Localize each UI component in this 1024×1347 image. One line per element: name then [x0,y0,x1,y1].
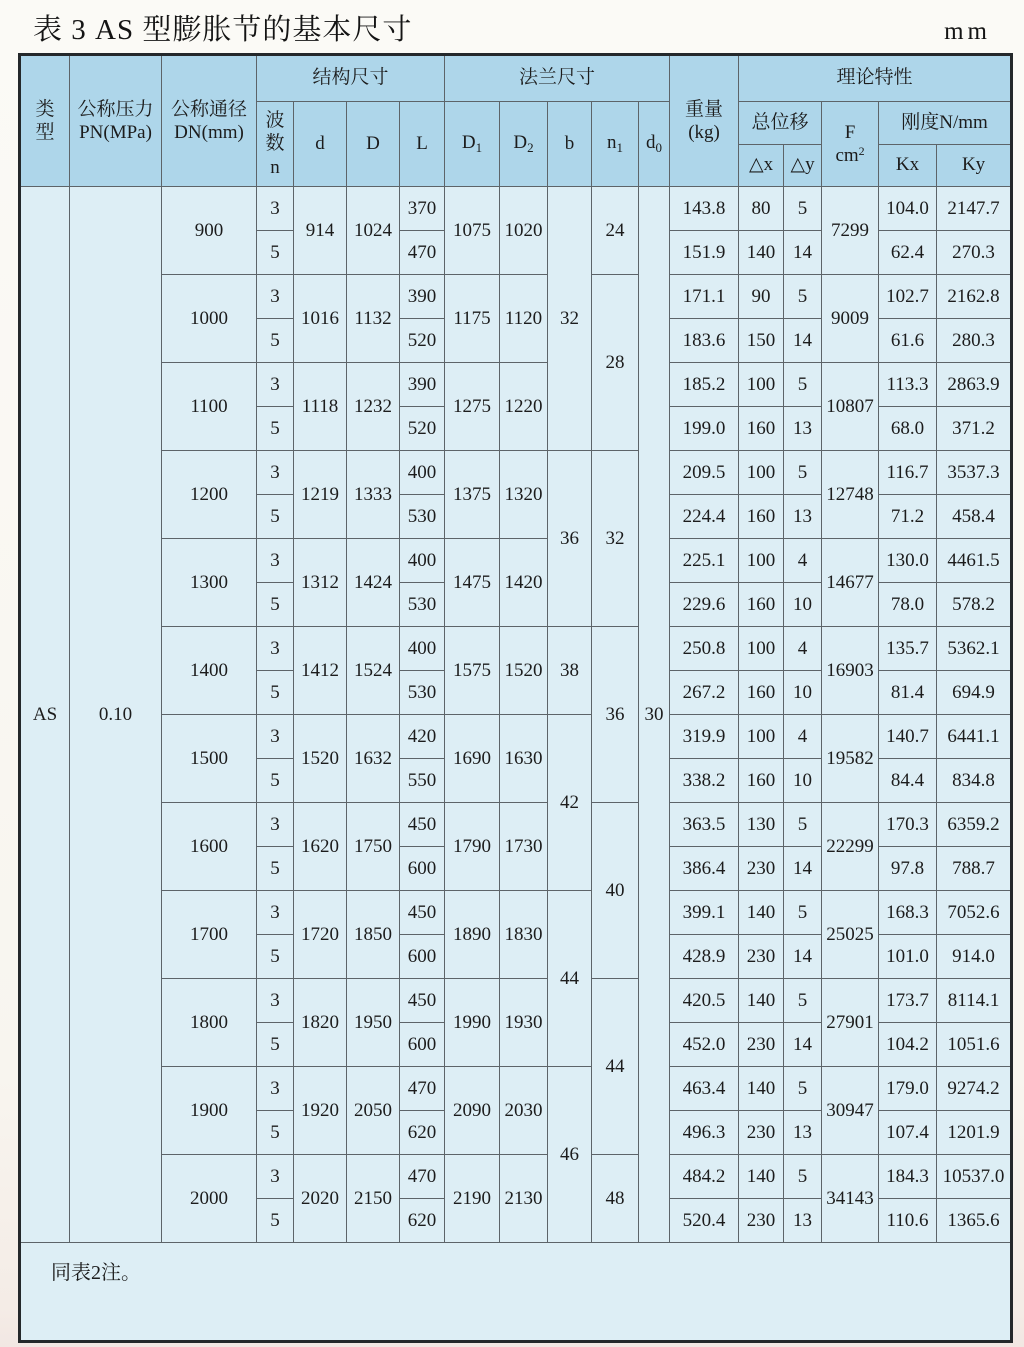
delta-y-cell: 14 [784,319,822,363]
L-cell: 450 [400,891,445,935]
L-cell: 520 [400,407,445,451]
D-cell: 1750 [347,803,400,891]
d-cell: 914 [294,187,347,275]
L-cell: 530 [400,583,445,627]
kx-cell: 168.3 [879,891,937,935]
kx-cell: 107.4 [879,1111,937,1155]
wave-count-cell: 5 [257,231,294,275]
D-cell: 1424 [347,539,400,627]
d-cell: 1312 [294,539,347,627]
ky-cell: 8114.1 [937,979,1012,1023]
ky-cell: 5362.1 [937,627,1012,671]
weight-cell: 209.5 [670,451,739,495]
wave-count-cell: 5 [257,1023,294,1067]
D2-cell: 1830 [500,891,548,979]
F-cell: 7299 [822,187,879,275]
ky-cell: 578.2 [937,583,1012,627]
L-cell: 600 [400,1023,445,1067]
delta-y-cell: 14 [784,847,822,891]
kx-cell: 170.3 [879,803,937,847]
wave-count-cell: 3 [257,275,294,319]
delta-y-cell: 10 [784,583,822,627]
delta-y-cell: 13 [784,495,822,539]
D-cell: 1232 [347,363,400,451]
weight-cell: 171.1 [670,275,739,319]
d-cell: 2020 [294,1155,347,1243]
kx-cell: 140.7 [879,715,937,759]
weight-cell: 183.6 [670,319,739,363]
weight-cell: 225.1 [670,539,739,583]
weight-cell: 267.2 [670,671,739,715]
L-cell: 600 [400,935,445,979]
D-cell: 1132 [347,275,400,363]
col-header-b: b [548,102,592,187]
wave-count-cell: 5 [257,935,294,979]
delta-y-cell: 10 [784,671,822,715]
col-header-Ky: Ky [937,145,1012,187]
kx-cell: 104.2 [879,1023,937,1067]
kx-cell: 84.4 [879,759,937,803]
weight-cell: 463.4 [670,1067,739,1111]
kx-cell: 110.6 [879,1199,937,1243]
L-cell: 470 [400,1067,445,1111]
wave-count-cell: 5 [257,1199,294,1243]
L-cell: 550 [400,759,445,803]
dn-cell: 900 [162,187,257,275]
delta-y-cell: 5 [784,451,822,495]
col-header-delta-y: △y [784,145,822,187]
ky-cell: 834.8 [937,759,1012,803]
L-cell: 400 [400,539,445,583]
F-cell: 10807 [822,363,879,451]
dn-cell: 1200 [162,451,257,539]
wave-count-cell: 5 [257,495,294,539]
delta-x-cell: 100 [739,363,784,407]
delta-x-cell: 140 [739,1155,784,1199]
b-cell: 32 [548,187,592,451]
col-header-pressure: 公称压力 PN(MPa) [70,55,162,187]
d-cell: 1720 [294,891,347,979]
wave-count-cell: 3 [257,363,294,407]
d-cell: 1920 [294,1067,347,1155]
kx-cell: 81.4 [879,671,937,715]
wave-count-cell: 3 [257,187,294,231]
group-header-displacement: 总位移 [739,102,822,145]
col-header-D: D [347,102,400,187]
delta-x-cell: 230 [739,1023,784,1067]
L-cell: 390 [400,275,445,319]
kx-cell: 184.3 [879,1155,937,1199]
F-cell: 27901 [822,979,879,1067]
delta-x-cell: 140 [739,231,784,275]
D-cell: 2050 [347,1067,400,1155]
ky-cell: 914.0 [937,935,1012,979]
wave-count-cell: 5 [257,583,294,627]
weight-cell: 484.2 [670,1155,739,1199]
wave-count-cell: 3 [257,979,294,1023]
col-header-L: L [400,102,445,187]
F-cell: 14677 [822,539,879,627]
ky-cell: 10537.0 [937,1155,1012,1199]
d-cell: 1219 [294,451,347,539]
D-cell: 1024 [347,187,400,275]
F-cell: 22299 [822,803,879,891]
dn-cell: 2000 [162,1155,257,1243]
delta-x-cell: 160 [739,495,784,539]
D1-cell: 1375 [445,451,500,539]
ky-cell: 270.3 [937,231,1012,275]
weight-cell: 143.8 [670,187,739,231]
weight-cell: 520.4 [670,1199,739,1243]
kx-cell: 78.0 [879,583,937,627]
kx-cell: 135.7 [879,627,937,671]
wave-count-cell: 5 [257,407,294,451]
wave-count-cell: 5 [257,847,294,891]
delta-x-cell: 230 [739,1199,784,1243]
delta-y-cell: 5 [784,1155,822,1199]
col-header-Kx: Kx [879,145,937,187]
b-cell: 44 [548,891,592,1067]
delta-x-cell: 160 [739,583,784,627]
wave-count-cell: 3 [257,627,294,671]
delta-x-cell: 230 [739,935,784,979]
L-cell: 400 [400,451,445,495]
wave-count-cell: 3 [257,539,294,583]
L-cell: 400 [400,627,445,671]
delta-x-cell: 140 [739,979,784,1023]
dimensions-table [18,53,1013,1343]
F-cell: 19582 [822,715,879,803]
ky-cell: 371.2 [937,407,1012,451]
wave-count-cell: 3 [257,1067,294,1111]
delta-y-cell: 13 [784,1111,822,1155]
delta-y-cell: 4 [784,539,822,583]
D1-cell: 1075 [445,187,500,275]
D-cell: 2150 [347,1155,400,1243]
delta-y-cell: 13 [784,407,822,451]
D1-cell: 1575 [445,627,500,715]
delta-y-cell: 5 [784,803,822,847]
F-cell: 9009 [822,275,879,363]
wave-count-cell: 5 [257,1111,294,1155]
wave-count-cell: 5 [257,319,294,363]
ky-cell: 6359.2 [937,803,1012,847]
L-cell: 390 [400,363,445,407]
D1-cell: 1275 [445,363,500,451]
D-cell: 1524 [347,627,400,715]
dn-cell: 1600 [162,803,257,891]
kx-cell: 71.2 [879,495,937,539]
D2-cell: 1930 [500,979,548,1067]
D2-cell: 1320 [500,451,548,539]
dn-cell: 1100 [162,363,257,451]
D-cell: 1850 [347,891,400,979]
delta-x-cell: 160 [739,407,784,451]
D1-cell: 1890 [445,891,500,979]
delta-x-cell: 160 [739,671,784,715]
F-cell: 30947 [822,1067,879,1155]
delta-x-cell: 140 [739,891,784,935]
type-value-cell: AS [20,187,70,1243]
D2-cell: 1220 [500,363,548,451]
d-cell: 1820 [294,979,347,1067]
delta-x-cell: 140 [739,1067,784,1111]
L-cell: 420 [400,715,445,759]
col-header-type: 类 型 [20,55,70,187]
d-cell: 1412 [294,627,347,715]
weight-cell: 363.5 [670,803,739,847]
delta-x-cell: 100 [739,715,784,759]
D1-cell: 1790 [445,803,500,891]
weight-cell: 428.9 [670,935,739,979]
dn-cell: 1900 [162,1067,257,1155]
page-title: 表 3 AS 型膨胀节的基本尺寸 [33,14,413,46]
D2-cell: 1630 [500,715,548,803]
col-header-diameter: 公称通径 DN(mm) [162,55,257,187]
L-cell: 450 [400,979,445,1023]
D2-cell: 1420 [500,539,548,627]
delta-y-cell: 14 [784,935,822,979]
weight-cell: 386.4 [670,847,739,891]
F-cell: 25025 [822,891,879,979]
wave-count-cell: 3 [257,451,294,495]
delta-x-cell: 100 [739,627,784,671]
wave-count-cell: 3 [257,891,294,935]
ky-cell: 2162.8 [937,275,1012,319]
weight-cell: 224.4 [670,495,739,539]
delta-x-cell: 100 [739,451,784,495]
col-header-n1: $n_1$ [592,102,639,187]
wave-count-cell: 3 [257,803,294,847]
col-header-area: F $cm^2$ [822,102,879,187]
delta-y-cell: 14 [784,1023,822,1067]
delta-y-cell: 5 [784,891,822,935]
delta-y-cell: 13 [784,1199,822,1243]
dn-cell: 1300 [162,539,257,627]
L-cell: 600 [400,847,445,891]
delta-x-cell: 130 [739,803,784,847]
kx-cell: 173.7 [879,979,937,1023]
n1-cell: 28 [592,275,639,451]
wave-count-cell: 5 [257,759,294,803]
F-cell: 16903 [822,627,879,715]
weight-cell: 452.0 [670,1023,739,1067]
dn-cell: 1800 [162,979,257,1067]
pressure-value-cell: 0.10 [70,187,162,1243]
weight-cell: 399.1 [670,891,739,935]
weight-cell: 338.2 [670,759,739,803]
n1-cell: 44 [592,979,639,1155]
ky-cell: 1051.6 [937,1023,1012,1067]
col-header-d0: $d_0$ [639,102,670,187]
title-bar [33,7,993,48]
delta-y-cell: 5 [784,979,822,1023]
kx-cell: 113.3 [879,363,937,407]
dn-cell: 1500 [162,715,257,803]
d-cell: 1118 [294,363,347,451]
ky-cell: 788.7 [937,847,1012,891]
col-header-delta-x: △x [739,145,784,187]
weight-cell: 151.9 [670,231,739,275]
ky-cell: 458.4 [937,495,1012,539]
delta-x-cell: 230 [739,847,784,891]
ky-cell: 2147.7 [937,187,1012,231]
kx-cell: 179.0 [879,1067,937,1111]
ky-cell: 694.9 [937,671,1012,715]
b-cell: 46 [548,1067,592,1243]
weight-cell: 185.2 [670,363,739,407]
kx-cell: 61.6 [879,319,937,363]
ky-cell: 7052.6 [937,891,1012,935]
D2-cell: 1020 [500,187,548,275]
F-cell: 12748 [822,451,879,539]
D1-cell: 2190 [445,1155,500,1243]
delta-x-cell: 100 [739,539,784,583]
ky-cell: 6441.1 [937,715,1012,759]
D-cell: 1632 [347,715,400,803]
D2-cell: 2130 [500,1155,548,1243]
group-header-flange: 法兰尺寸 [445,55,670,102]
unit-label: mm [944,18,991,45]
F-cell: 34143 [822,1155,879,1243]
ky-cell: 4461.5 [937,539,1012,583]
D-cell: 1950 [347,979,400,1067]
col-header-D1: $D_1$ [445,102,500,187]
delta-y-cell: 5 [784,1067,822,1111]
col-header-wave-count: 波 数 n [257,102,294,187]
delta-y-cell: 4 [784,715,822,759]
wave-count-cell: 5 [257,671,294,715]
group-header-structure: 结构尺寸 [257,55,445,102]
kx-cell: 102.7 [879,275,937,319]
L-cell: 620 [400,1111,445,1155]
weight-cell: 229.6 [670,583,739,627]
n1-cell: 32 [592,451,639,627]
L-cell: 370 [400,187,445,231]
weight-cell: 250.8 [670,627,739,671]
n1-cell: 48 [592,1155,639,1243]
group-header-theory: 理论特性 [739,55,1012,102]
D2-cell: 1730 [500,803,548,891]
delta-x-cell: 160 [739,759,784,803]
n1-cell: 24 [592,187,639,275]
ky-cell: 9274.2 [937,1067,1012,1111]
ky-cell: 1201.9 [937,1111,1012,1155]
col-header-d: d [294,102,347,187]
b-cell: 38 [548,627,592,715]
n1-cell: 36 [592,627,639,803]
D2-cell: 1520 [500,627,548,715]
D1-cell: 1475 [445,539,500,627]
col-header-D2: $D_2$ [500,102,548,187]
wave-count-cell: 3 [257,715,294,759]
b-cell: 36 [548,451,592,627]
D1-cell: 1175 [445,275,500,363]
delta-x-cell: 150 [739,319,784,363]
L-cell: 470 [400,231,445,275]
L-cell: 520 [400,319,445,363]
d-cell: 1016 [294,275,347,363]
weight-cell: 199.0 [670,407,739,451]
delta-y-cell: 5 [784,187,822,231]
kx-cell: 116.7 [879,451,937,495]
D1-cell: 1690 [445,715,500,803]
D2-cell: 1120 [500,275,548,363]
delta-y-cell: 14 [784,231,822,275]
col-header-weight: 重量 (kg) [670,55,739,187]
wave-count-cell: 3 [257,1155,294,1199]
dn-cell: 1400 [162,627,257,715]
weight-cell: 496.3 [670,1111,739,1155]
dn-cell: 1700 [162,891,257,979]
L-cell: 620 [400,1199,445,1243]
D2-cell: 2030 [500,1067,548,1155]
L-cell: 530 [400,495,445,539]
delta-x-cell: 90 [739,275,784,319]
delta-y-cell: 4 [784,627,822,671]
kx-cell: 104.0 [879,187,937,231]
delta-y-cell: 10 [784,759,822,803]
kx-cell: 101.0 [879,935,937,979]
b-cell: 42 [548,715,592,891]
group-header-stiffness: 刚度N/mm [879,102,1012,145]
L-cell: 530 [400,671,445,715]
weight-cell: 319.9 [670,715,739,759]
weight-cell: 420.5 [670,979,739,1023]
d-cell: 1520 [294,715,347,803]
d0-cell: 30 [639,187,670,1243]
d-cell: 1620 [294,803,347,891]
ky-cell: 1365.6 [937,1199,1012,1243]
D-cell: 1333 [347,451,400,539]
D1-cell: 2090 [445,1067,500,1155]
n1-cell: 40 [592,803,639,979]
kx-cell: 62.4 [879,231,937,275]
dn-cell: 1000 [162,275,257,363]
kx-cell: 68.0 [879,407,937,451]
delta-y-cell: 5 [784,275,822,319]
ky-cell: 2863.9 [937,363,1012,407]
kx-cell: 130.0 [879,539,937,583]
ky-cell: 3537.3 [937,451,1012,495]
D1-cell: 1990 [445,979,500,1067]
delta-y-cell: 5 [784,363,822,407]
delta-x-cell: 80 [739,187,784,231]
ky-cell: 280.3 [937,319,1012,363]
kx-cell: 97.8 [879,847,937,891]
L-cell: 450 [400,803,445,847]
delta-x-cell: 230 [739,1111,784,1155]
L-cell: 470 [400,1155,445,1199]
note-cell: 同表2注。 [20,1243,1012,1342]
